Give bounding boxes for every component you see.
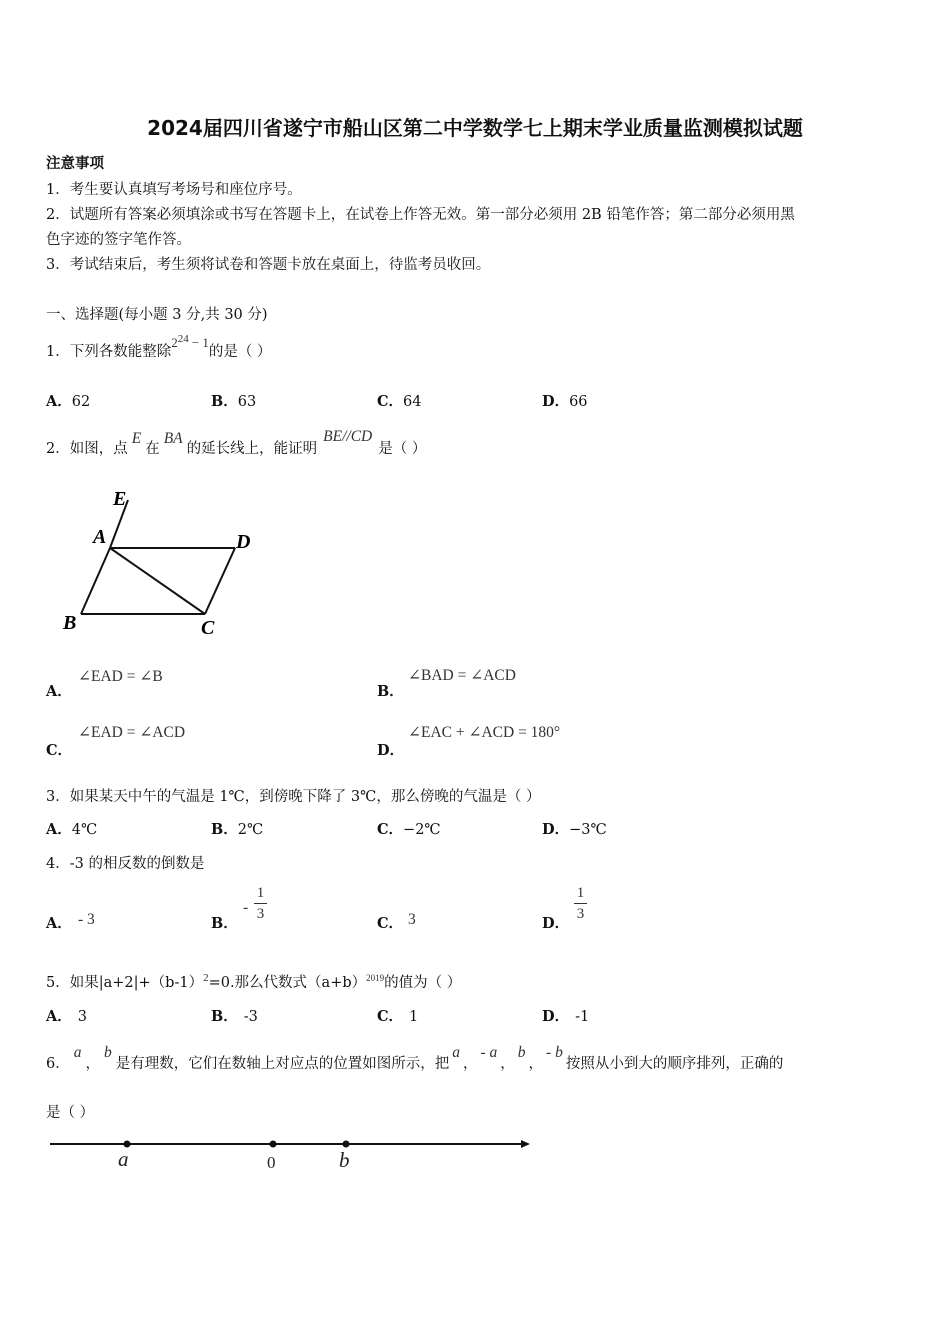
q5-option-a [46, 1005, 87, 1026]
q4-option-b-fraction [254, 885, 267, 922]
q6-list-a: a [452, 1044, 460, 1061]
q5-option-d [542, 1005, 589, 1026]
q5-part2: =0.那么代数式（a+b） [208, 975, 367, 991]
option-text: 64 [403, 394, 422, 410]
q2-option-d-letter: D． [377, 742, 405, 759]
q5-part1: 5．如果|a+2|+（b-1） [46, 975, 204, 991]
q4-option-b-letter: B． [211, 915, 238, 932]
segment-ab [81, 548, 110, 614]
q5-exponent-2: 2019 [366, 973, 385, 983]
point-zero [270, 1141, 277, 1148]
q2-option-b-letter: B． [377, 683, 404, 700]
notice-item-2: 2．试题所有答案必须填涂或书写在答题卡上，在试卷上作答无效。第一部分必须用 2B 铅笔作答；第二部分必须用黑 [46, 207, 795, 223]
q1-option-b [211, 390, 256, 411]
option-text: −3℃ [569, 822, 607, 838]
q6-comma: ， [500, 1056, 515, 1072]
question-4: 4．-3 的相反数的倒数是 [46, 856, 205, 872]
option-letter: A． [46, 393, 72, 410]
axis-arrow [521, 1140, 530, 1148]
segment-dc [205, 548, 235, 614]
option-text: 66 [569, 394, 588, 410]
q5-exponent-1: 2 [203, 972, 209, 984]
option-letter: B． [211, 821, 238, 838]
question-6 [46, 1044, 784, 1073]
option-text: −2℃ [403, 822, 441, 838]
q2-option-c-letter: C． [46, 742, 73, 759]
q1-option-a [46, 390, 90, 411]
option-text: 4℃ [71, 822, 98, 838]
q1-math [171, 335, 209, 351]
q6-var-a: a [73, 1044, 82, 1061]
option-text: -3 [243, 1009, 258, 1025]
notice-item-1: 1．考生要认真填写考场号和座位序号。 [46, 182, 302, 198]
fraction-numerator: 1 [256, 885, 265, 901]
q3-option-d [542, 818, 607, 839]
q1-math-base: 2 [171, 335, 178, 350]
q5-part3: 的值为（ ） [384, 975, 462, 991]
q4-option-d-fraction [574, 885, 587, 922]
q4-option-b-sign: - [243, 899, 249, 916]
option-letter: C． [377, 1008, 404, 1025]
notice-item-3: 3．考试结束后，考生须将试卷和答题卡放在桌面上，待监考员收回。 [46, 257, 491, 273]
q5-option-b [211, 1005, 258, 1026]
q4-option-d-letter: D． [542, 915, 570, 932]
q5-option-c [377, 1005, 418, 1026]
q6-list-neg-a: - a [480, 1044, 498, 1061]
notice-heading: 注意事项 [46, 155, 104, 172]
q2-option-d-math: ∠EAC + ∠ACD = 180° [408, 724, 561, 741]
q4-option-a-letter: A． [46, 915, 72, 932]
label-a: a [118, 1147, 129, 1171]
q6-prefix: 6． [46, 1056, 70, 1072]
q2-statement: BE//CD [323, 428, 373, 445]
label-a: A [93, 526, 107, 548]
q4-option-c-letter: C． [377, 915, 404, 932]
option-text: 62 [71, 394, 91, 410]
fraction-bar [254, 903, 267, 904]
q2-line: BA [163, 430, 183, 447]
q2-prefix: 2．如图，点 [46, 441, 128, 457]
q3-option-a [46, 818, 97, 839]
option-letter: B． [211, 1008, 238, 1025]
option-letter: D． [542, 821, 570, 838]
point-b [343, 1141, 350, 1148]
q2-suffix: 是（ ） [378, 441, 427, 457]
option-text: -1 [575, 1009, 590, 1025]
option-letter: B． [211, 393, 238, 410]
q2-mid2: 的延长线上，能证明 [186, 441, 318, 457]
fraction-numerator: 1 [576, 885, 585, 901]
q1-math-rest: − 1 [191, 335, 209, 350]
q2-option-b-math: ∠BAD = ∠ACD [408, 667, 516, 684]
q4-option-a-value: - 3 [78, 911, 95, 928]
label-e: E [113, 488, 127, 510]
q2-parallelogram-figure [55, 485, 270, 640]
q1-math-exp: 24 [177, 333, 189, 345]
q1-prefix: 1．下列各数能整除 [46, 344, 172, 360]
q1-option-c [377, 390, 422, 411]
section-heading: 一、选择题(每小题 3 分,共 30 分) [46, 307, 268, 323]
q4-option-c-value: 3 [408, 911, 416, 928]
option-text: 2℃ [237, 822, 264, 838]
q1-option-d [542, 390, 588, 411]
question-6-cont: 是（ ） [46, 1105, 95, 1121]
option-text: 3 [77, 1009, 87, 1025]
q6-number-line [45, 1130, 540, 1175]
question-5 [46, 971, 461, 992]
fraction-denominator: 3 [576, 906, 585, 922]
notice-item-2-cont: 色字迹的签字笔作答。 [46, 232, 191, 248]
q6-list-neg-b: - b [546, 1044, 563, 1061]
q2-option-a-letter: A． [46, 683, 72, 700]
q1-suffix: 的是（ ） [208, 344, 272, 360]
q2-point: E [131, 430, 142, 447]
question-2 [46, 428, 427, 458]
q6-middle-text: 是有理数，它们在数轴上对应点的位置如图所示，把 [115, 1056, 450, 1072]
option-letter: A． [46, 1008, 72, 1025]
label-d: D [236, 531, 251, 553]
page-title: 2024届四川省遂宁市船山区第二中学数学七上期末学业质量监测模拟试题 [147, 116, 803, 140]
q3-option-c [377, 818, 441, 839]
option-letter: A． [46, 821, 72, 838]
question-1 [46, 333, 272, 361]
option-letter: C． [377, 393, 404, 410]
fraction-bar [574, 903, 587, 904]
option-letter: D． [542, 1008, 570, 1025]
q6-comma: ， [85, 1056, 100, 1072]
label-zero: 0 [267, 1153, 276, 1172]
q6-var-b: b [103, 1044, 112, 1061]
fraction-denominator: 3 [256, 906, 265, 922]
option-text: 1 [409, 1009, 419, 1025]
option-letter: C． [377, 821, 404, 838]
q2-mid1: 在 [145, 441, 160, 457]
label-c: C [201, 617, 215, 639]
q6-comma: ， [528, 1056, 544, 1072]
segment-ac [110, 548, 205, 614]
q6-list-b: b [517, 1044, 526, 1061]
question-3: 3．如果某天中午的气温是 1℃，到傍晚下降了 3℃，那么傍晚的气温是（ ） [46, 789, 541, 805]
option-letter: D． [542, 393, 570, 410]
label-b: b [339, 1148, 350, 1172]
q3-option-b [211, 818, 263, 839]
q2-option-c-math: ∠EAD = ∠ACD [78, 724, 186, 741]
q2-option-a-math: ∠EAD = ∠B [78, 668, 163, 685]
q6-suffix: 按照从小到大的顺序排列，正确的 [565, 1056, 784, 1072]
option-text: 63 [237, 394, 257, 410]
q6-comma: ， [462, 1056, 478, 1072]
label-b: B [63, 612, 77, 634]
